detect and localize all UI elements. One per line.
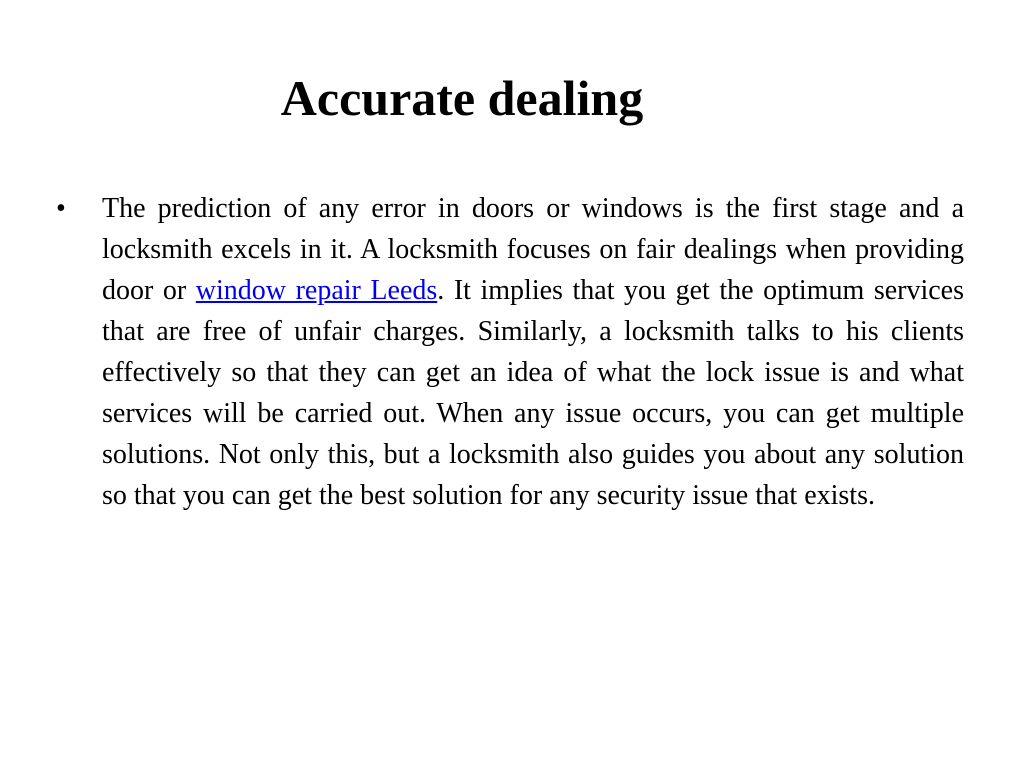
- bullet-icon: •: [56, 193, 66, 224]
- bullet-list: [56, 188, 964, 516]
- paragraph-text-end: . It implies that you get the optimum services that are free of unfair charges. Similarly, a locksmith talks to his clients effectively so that they can get an idea of what the lock issue is and what services will be carried out. When any issue occurs, you can get multiple solutions. Not only this, but a locksmith also guides you about any solution so that you can get the best solution for any security issue that exists.: [102, 275, 964, 511]
- paragraph-text-start: The prediction of any error in doors or windows is the first stage and a locksmith excels in it. A locksmith focuses on fair dealings when providing door or: [102, 193, 964, 306]
- slide-title: Accurate dealing: [280, 70, 644, 126]
- bullet-paragraph: [102, 188, 964, 516]
- bullet-item: [56, 188, 964, 516]
- window-repair-leeds-link[interactable]: window repair Leeds: [195, 275, 438, 306]
